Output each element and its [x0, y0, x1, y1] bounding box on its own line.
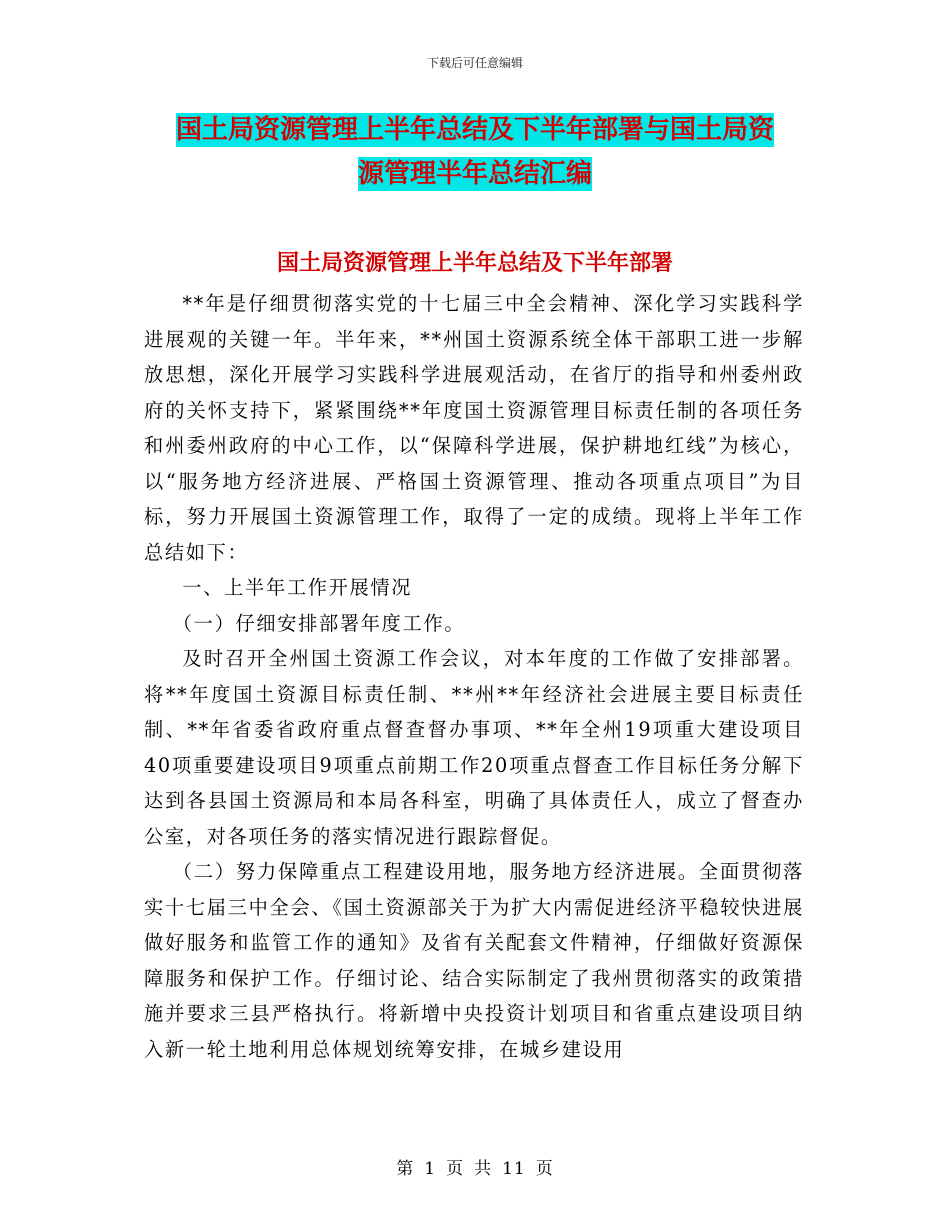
footer-prefix: 第: [396, 1159, 415, 1179]
footer-total-prefix: 共: [474, 1159, 493, 1179]
footer-page-unit: 页: [446, 1159, 465, 1179]
title-highlight: 国土局资源管理上半年总结及下半年部署与国土局资: [175, 115, 774, 145]
paragraph-intro: **年是仔细贯彻落实党的十七届三中全会精神、深化学习实践科学进展观的关键一年。半年来，**州国土资源系统全体干部职工进一步解放思想，深化开展学习实践科学进展观活动，在省厅的指导和州委州政府的关怀支持下，紧紧围绕**年度国土资源管理目标责任制的各项任务和州委州政府的中心工作，以“保障科学进展，保护耕地红线”为核心，以“服务地方经济进展、严格国土资源管理、推动各项重点项目”为目标，努力开展国土资源管理工作，取得了一定的成绩。现将上半年工作总结如下：: [144, 292, 804, 564]
page-number: 1: [424, 1159, 437, 1179]
paragraph-land-guarantee: （二）努力保障重点工程建设用地，服务地方经济进展。全面贯彻落实十七届三中全会、《国土资源部关于为扩大内需促进经济平稳较快进展做好服务和监管工作的通知》及省有关配套文件精神，仔细做好资源保障服务和保护工作。仔细讨论、结合实际制定了我州贯彻落实的政策措施并要求三县严格执行。将新增中央投资计划项目和省重点建设项目纳入新一轮土地利用总体规划统筹安排，在城乡建设用: [144, 860, 804, 1061]
title-highlight: 源管理半年总结汇编: [357, 159, 592, 189]
heading-section-1: 一、上半年工作开展情况: [182, 576, 413, 599]
document-body: [144, 286, 804, 1067]
document-title-line-1: [0, 113, 950, 147]
page-footer: [0, 1154, 950, 1179]
document-title-line-2: [0, 157, 950, 191]
paragraph-arrangement: 及时召开全州国土资源工作会议，对本年度的工作做了安排部署。将**年度国土资源目标责任制、**州**年经济社会进展主要目标责任制、**年省委省政府重点督查督办事项、**年全州19项重大建设项目40项重要建设项目9项重点前期工作20项重点督查工作目标任务分解下达到各县国土资源局和本局各科室，明确了具体责任人，成立了督查办公室，对各项任务的落实情况进行跟踪督促。: [144, 647, 804, 848]
total-pages: 11: [502, 1159, 526, 1179]
header-note: 下载后可任意编辑: [426, 56, 523, 70]
footer-total-unit: 页: [535, 1159, 554, 1179]
heading-subsection-1: （一）仔细安排部署年度工作。: [172, 611, 466, 635]
section-title: 国土局资源管理上半年总结及下半年部署: [276, 250, 673, 276]
